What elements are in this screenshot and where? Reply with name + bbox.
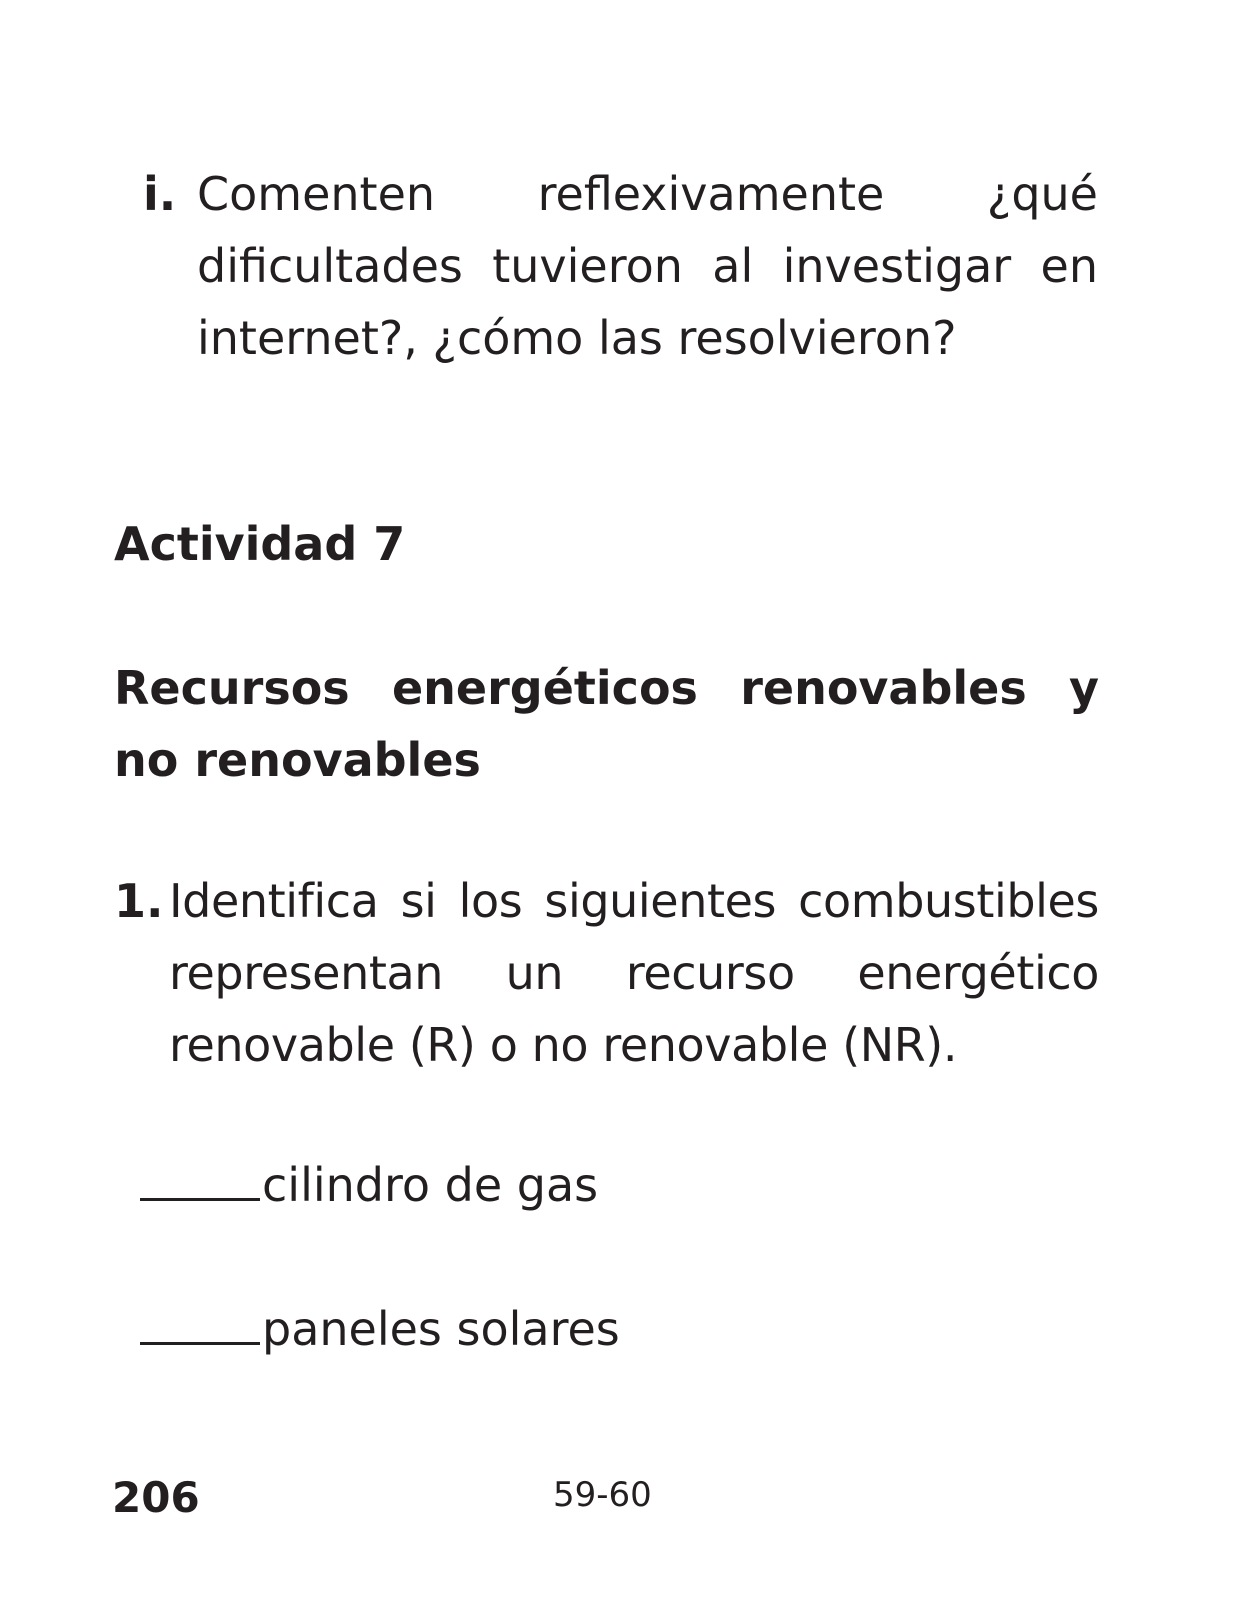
page-range: 59-60	[553, 1475, 652, 1515]
answer-blank[interactable]	[140, 1300, 260, 1345]
page-number: 206	[112, 1473, 200, 1522]
exercise-instructions: Identifica si los siguientes combustibles representan un recurso energético renovable (R) o no renovable (NR).	[169, 874, 1099, 1072]
answer-line	[140, 1297, 620, 1361]
answer-label: cilindro de gas	[262, 1158, 599, 1212]
answer-label: paneles solares	[262, 1302, 620, 1356]
item-number: 1.	[114, 874, 164, 928]
answer-line	[140, 1153, 598, 1217]
item-text: Comenten reflexivamente ¿qué dificultades tuvieron al investigar en internet?, ¿cómo las resolvieron?	[197, 167, 1098, 365]
section-title: Recursos energéticos renovables y no renovables	[114, 661, 1099, 787]
exercise-item	[114, 865, 1099, 1081]
discussion-item	[143, 158, 1098, 374]
answer-blank[interactable]	[140, 1156, 260, 1201]
item-marker: i.	[143, 167, 177, 221]
activity-title: Actividad 7	[114, 517, 406, 571]
